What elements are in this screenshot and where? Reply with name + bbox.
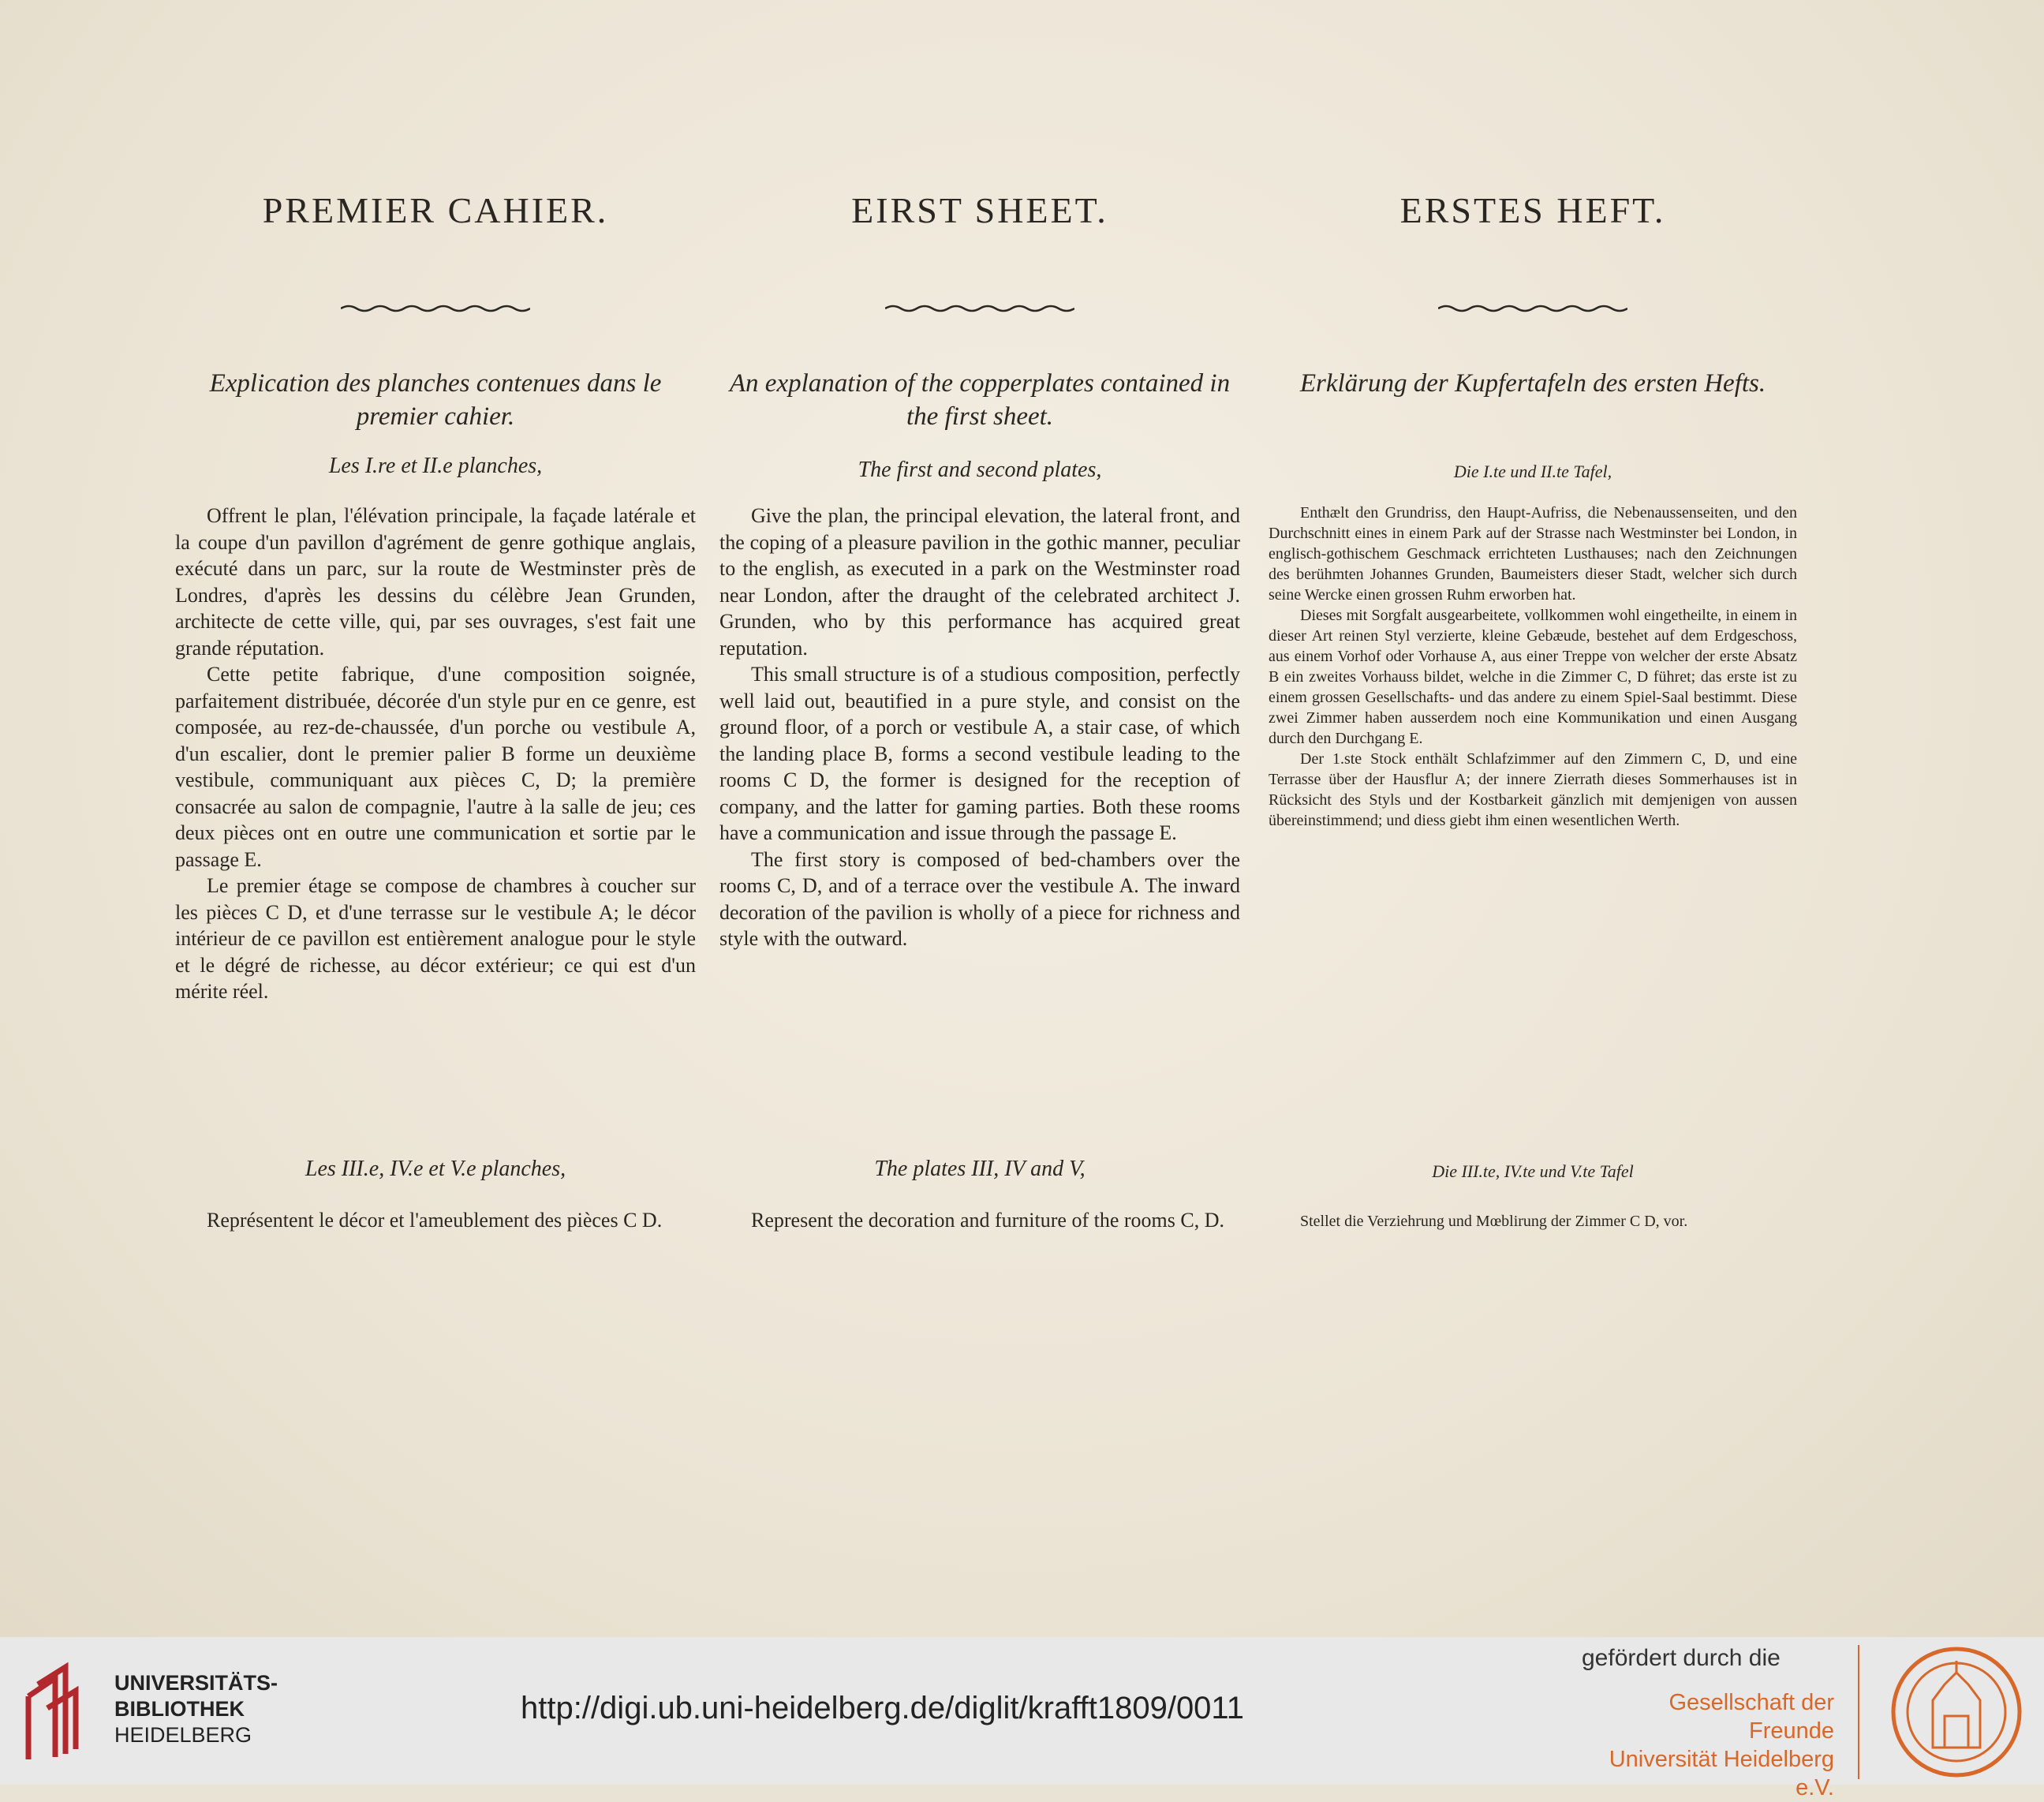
- paragraph: Enthælt den Grundriss, den Haupt-Aufriss, die Nebenaussenseiten, und den Durchschnitt eines in einem Park auf der Strasse nach Westminster bei London, in englisch-gothischem Geschmack errichteten Lusthauses; nach den Zeichnungen des berühmten Johannes Grunden, Baumeisters dieser Stadt, welcher sich durch seine Wercke einen grossen Ruhm erworben hat.: [1269, 504, 1797, 604]
- plates-heading: The first and second plates,: [858, 458, 1102, 482]
- paragraph: This small structure is of a studious composition, perfectly well laid out, beautified in a pure style, and consist on the ground floor, of a porch or vestibule A, a stair case, of which the landing place B, forms a second vestibule leading to the rooms C D, the former is designed for the reception of company, and the latter for gaming parties. Both these rooms have a communication and issue through the passage E.: [719, 663, 1240, 844]
- column-subtitle: Erklärung der Kupfertafeln des ersten Hefts.: [1299, 369, 1766, 398]
- ornament-divider: [341, 304, 530, 313]
- library-name: [114, 1670, 278, 1748]
- text-block: [1269, 503, 1797, 831]
- page-url-link[interactable]: http://digi.ub.uni-heidelberg.de/diglit/krafft1809/0011: [521, 1691, 1244, 1725]
- paragraph: Le premier étage se compose de chambres à coucher sur les pièces C D, et d'une terrasse sur le vestibule A; le décor intérieur de ce pavillon est entièrement analogue pour le style et le dégré de richesse, au décor extérieur; ce qui est d'un mérite réel.: [175, 874, 696, 1003]
- paragraph: Dieses mit Sorgfalt ausgearbeitete, vollkommen wohl eingetheilte, in einem in dieser Art reinen Styl verzierte, kleine Gebæude, bestehet auf dem Erdgeschoss, aus einem Vorhof oder Vorhause A, aus einer Treppe von welcher der erste Absatz B ein zweites Vorhauss bildet, welche in die Zimmer C, D führet; das erste ist zu einem grossen Gesellschafts- und das andere zu einem Spiel-Saal bestimmt. Diese zwei Zimmer haben ausserdem noch eine Kommunikation und einen Ausgang durch den Durchgang E.: [1269, 607, 1797, 747]
- sponsor-name-line: Gesellschaft der Freunde: [1668, 1690, 1834, 1744]
- plates-heading: Die III.te, IV.te und V.te Tafel: [1432, 1161, 1634, 1181]
- library-name-line: HEIDELBERG: [114, 1723, 252, 1747]
- column-heading: ERSTES HEFT.: [1399, 190, 1666, 230]
- german-column: [1269, 0, 1797, 1637]
- sponsor-name[interactable]: [1582, 1688, 1834, 1802]
- paragraph: Stellet die Verziehrung und Mœblirung der Zimmer C D, vor.: [1300, 1213, 1688, 1230]
- text-block: [719, 503, 1240, 952]
- library-name-line: UNIVERSITÄTS-: [114, 1671, 278, 1695]
- text-block: [1269, 1211, 1797, 1232]
- english-column: [719, 0, 1240, 1637]
- university-seal-icon: [1889, 1645, 2023, 1779]
- paragraph: Offrent le plan, l'élévation principale, la façade latérale et la coupe d'un pavillon d'agrément de genre gothique anglais, exécuté dans un parc, sur la route de Westminster près de Londres, d'après les dessins du célèbre Jean Grunden, architecte de cette ville, qui, par ses ouvrages, s'est fait une grande réputation.: [175, 504, 696, 660]
- plates-heading: Les I.re et II.e planches,: [328, 454, 543, 478]
- column-subtitle: An explanation of the copperplates contained in the first sheet.: [729, 369, 1231, 431]
- column-subtitle: Explication des planches contenues dans le premier cahier.: [209, 369, 662, 431]
- text-block: [175, 503, 696, 1005]
- column-heading: EIRST SHEET.: [851, 190, 1108, 230]
- paragraph: Give the plan, the principal elevation, the lateral front, and the coping of a pleasure pavilion in the gothic manner, peculiar to the english, as executed in a park on the Westminster road near London, after the draught of the celebrated architect J. Grunden, who by this performance has acquired great reputation.: [719, 504, 1240, 660]
- library-name-line: BIBLIOTHEK: [114, 1697, 245, 1721]
- plates-heading: Die I.te und II.te Tafel,: [1453, 462, 1612, 481]
- ornament-divider: [885, 304, 1074, 313]
- footer-divider: [1858, 1645, 1859, 1779]
- plates-heading: The plates III, IV and V,: [874, 1157, 1086, 1181]
- paragraph: Cette petite fabrique, d'une composition soignée, parfaitement distribuée, décorée d'un style pur en ce genre, est composée, au rez-de-chaussée, d'un porche ou vestibule A, d'un escalier, dont le premier palier B forme un deuxième vestibule, communiquant aux pièces C, D; la première consacrée au salon de compagnie, l'autre à la salle de jeu; ces deux pièces ont en outre une communication et sortie par le passage E.: [175, 663, 696, 871]
- footer-bar: [0, 1637, 2044, 1800]
- ornament-divider: [1438, 304, 1627, 313]
- plates-heading: Les III.e, IV.e et V.e planches,: [305, 1157, 566, 1181]
- paragraph: The first story is composed of bed-chambers over the rooms C, D, and of a terrace over the vestibule A. The inward decoration of the pavilion is wholly of a piece for richness and style with the outward.: [719, 847, 1240, 950]
- sponsor-name-line: Universität Heidelberg e.V.: [1609, 1747, 1834, 1800]
- column-heading: PREMIER CAHIER.: [262, 190, 609, 230]
- paragraph: Der 1.ste Stock enthält Schlafzimmer auf den Zimmern C, D, und eine Terrasse über der Hausflur A; der innere Zierrath dieses Sommerhauses ist in Rücksicht des Styls und der Kostbarkeit gänzlich mit demjenigen von aussen übereinstimmend; und diess giebt ihm einen wesentlichen Werth.: [1269, 750, 1797, 829]
- sponsor-intro: gefördert durch die: [1582, 1645, 1781, 1671]
- paragraph: Représentent le décor et l'ameublement des pièces C D.: [207, 1209, 663, 1232]
- text-block: [175, 1207, 696, 1234]
- text-block: [719, 1207, 1240, 1234]
- paragraph: Represent the decoration and furniture of the rooms C, D.: [751, 1209, 1224, 1232]
- french-column: [175, 0, 696, 1637]
- library-logo-icon: [22, 1661, 101, 1759]
